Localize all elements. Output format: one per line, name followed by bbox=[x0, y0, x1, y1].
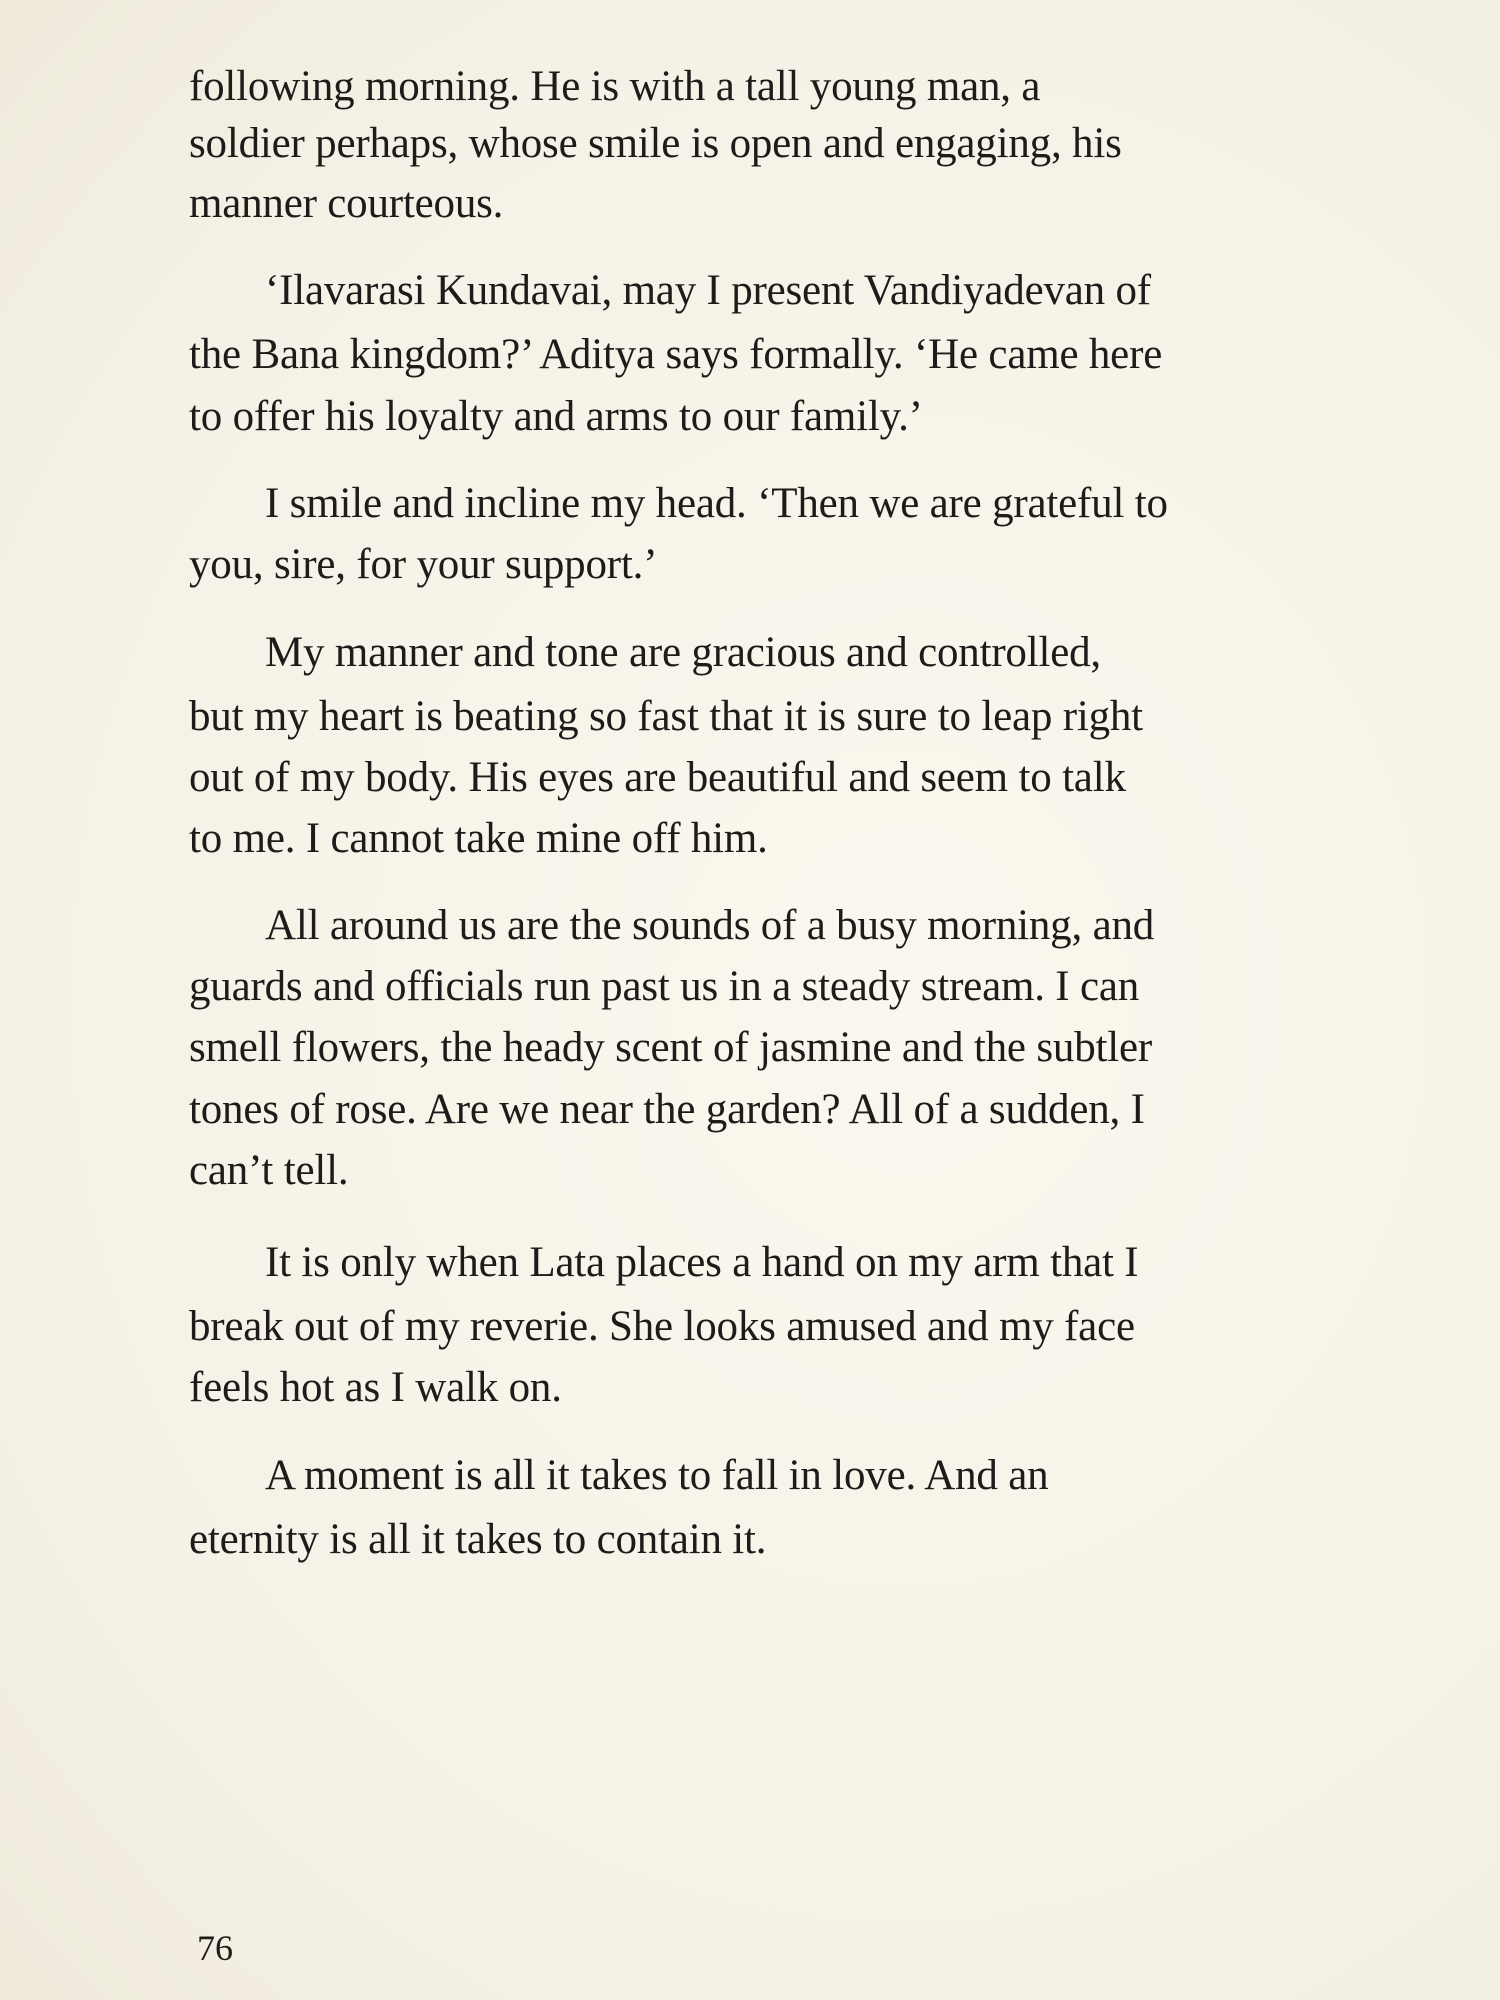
text-line: following morning. He is with a tall young man, a bbox=[189, 63, 1041, 110]
text-line: the Bana kingdom?’ Aditya says formally. ‘He came here bbox=[189, 331, 1163, 378]
text-line: All around us are the sounds of a busy morning, and bbox=[265, 902, 1155, 949]
text-line: smell flowers, the heady scent of jasmine and the subtler bbox=[189, 1024, 1152, 1071]
text-line: out of my body. His eyes are beautiful and seem to talk bbox=[189, 754, 1126, 801]
text-line: feels hot as I walk on. bbox=[189, 1364, 562, 1411]
text-line: to offer his loyalty and arms to our family.’ bbox=[189, 393, 923, 440]
text-line: ‘Ilavarasi Kundavai, may I present Vandiyadevan of bbox=[265, 267, 1151, 314]
text-line: guards and officials run past us in a steady stream. I can bbox=[189, 963, 1140, 1010]
text-line: to me. I cannot take mine off him. bbox=[189, 815, 768, 862]
text-line: can’t tell. bbox=[189, 1147, 349, 1194]
text-line: break out of my reverie. She looks amused and my face bbox=[189, 1303, 1135, 1350]
text-line: soldier perhaps, whose smile is open and engaging, his bbox=[189, 120, 1122, 167]
text-line: eternity is all it takes to contain it. bbox=[189, 1516, 767, 1563]
page-number: 76 bbox=[197, 1928, 233, 1968]
text-line: It is only when Lata places a hand on my arm that I bbox=[265, 1239, 1139, 1286]
text-line: tones of rose. Are we near the garden? All of a sudden, I bbox=[189, 1086, 1145, 1133]
text-line: A moment is all it takes to fall in love. And an bbox=[265, 1452, 1049, 1499]
text-line: My manner and tone are gracious and controlled, bbox=[265, 629, 1101, 676]
text-line: I smile and incline my head. ‘Then we are grateful to bbox=[265, 480, 1168, 527]
text-line: manner courteous. bbox=[189, 180, 504, 227]
text-line: but my heart is beating so fast that it is sure to leap right bbox=[189, 693, 1143, 740]
text-line: you, sire, for your support.’ bbox=[189, 541, 658, 588]
